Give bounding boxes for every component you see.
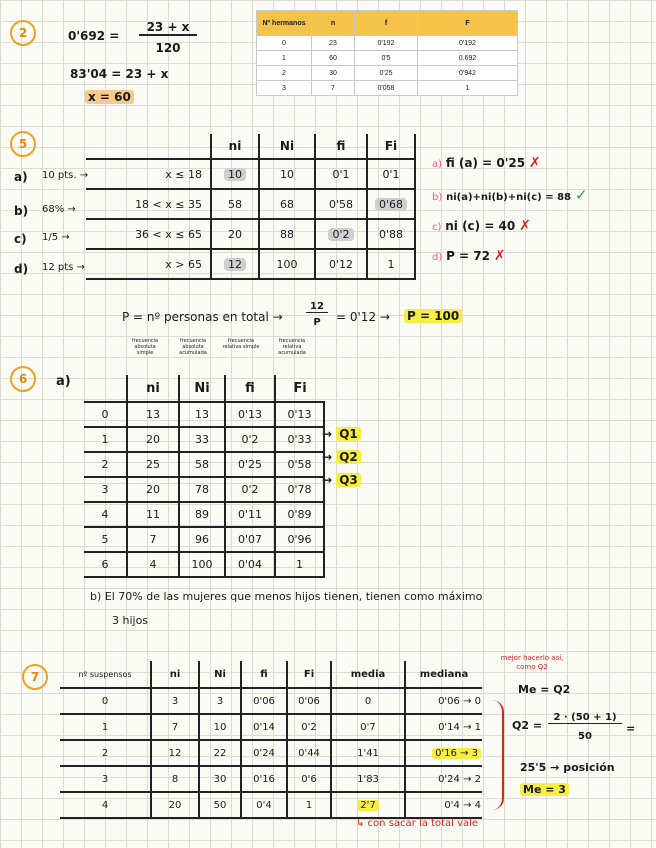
s5-row-label: b) bbox=[14, 204, 29, 218]
t7-cell-text: 0'16 → 3 bbox=[432, 748, 481, 759]
t5-cell-text: 0'68 bbox=[375, 198, 407, 211]
section-2-number: 2 bbox=[10, 20, 36, 46]
t6-cell: 0'89 bbox=[275, 502, 324, 527]
t7-cell-text: 2'7 bbox=[357, 800, 378, 811]
t7-header: fi bbox=[241, 661, 287, 688]
s5-row-note: 10 pts. → bbox=[42, 170, 89, 181]
s7-note-top: mejor hacerlo así, como Q2 bbox=[500, 654, 564, 671]
t6-cell: 58 bbox=[179, 452, 225, 477]
table-row bbox=[60, 688, 482, 714]
t6-header: ni bbox=[127, 375, 179, 402]
t7-cell: 0'7 bbox=[331, 714, 405, 740]
t2-cell: 0'192 bbox=[418, 36, 518, 51]
t6-cell: 1 bbox=[275, 552, 324, 577]
t7-cell: 3 bbox=[151, 688, 199, 714]
t5-cell bbox=[367, 189, 415, 219]
s5-answer-d bbox=[432, 248, 506, 264]
s5-formula-result-text: P = 100 bbox=[404, 309, 462, 323]
t2-cell: 60 bbox=[312, 51, 355, 66]
t5-cell: 1 bbox=[367, 249, 415, 279]
q2-marker: → Q2 bbox=[322, 450, 361, 464]
t6-cell: 100 bbox=[179, 552, 225, 577]
t5-cell-text: 0'2 bbox=[328, 228, 353, 241]
t5-cell: 10 bbox=[259, 159, 315, 189]
t6-cell: 89 bbox=[179, 502, 225, 527]
s5-frac-num: 12 bbox=[306, 301, 328, 313]
t2-header: f bbox=[355, 11, 418, 36]
s7-brace bbox=[492, 700, 504, 810]
t6-cell: 2 bbox=[84, 452, 127, 477]
s6-caption: frecuencia absoluta simple bbox=[131, 338, 159, 356]
s7-me-result-text: Me = 3 bbox=[520, 783, 569, 796]
t5-header: Fi bbox=[367, 134, 415, 159]
table-row bbox=[84, 452, 324, 477]
t5-cell: 68 bbox=[259, 189, 315, 219]
table-row bbox=[257, 66, 518, 81]
t5-cell bbox=[211, 159, 259, 189]
section-5-number: 5 bbox=[10, 131, 36, 157]
t2-cell: 0.692 bbox=[418, 51, 518, 66]
t2-cell: 0 bbox=[257, 36, 312, 51]
t5-cell bbox=[211, 249, 259, 279]
t7-cell: 0'06 bbox=[287, 688, 331, 714]
t6-cell: 0'78 bbox=[275, 477, 324, 502]
t7-header: Ni bbox=[199, 661, 241, 688]
s5-answer-text: fi (a) = 0'25 bbox=[445, 156, 526, 170]
t7-cell: 8 bbox=[151, 766, 199, 792]
t2-cell: 0'5 bbox=[355, 51, 418, 66]
s2-result bbox=[85, 90, 134, 104]
s7-q2-eq: = bbox=[626, 722, 636, 735]
t7-cell bbox=[405, 740, 482, 766]
s5-answer-a bbox=[432, 155, 541, 171]
table-row bbox=[86, 219, 415, 249]
t7-cell: 1'83 bbox=[331, 766, 405, 792]
t6-cell: 0'07 bbox=[225, 527, 275, 552]
t7-cell: 10 bbox=[199, 714, 241, 740]
s5-answer-text: ni(a)+ni(b)+ni(c) = 88 bbox=[446, 192, 571, 203]
t7-header: Fi bbox=[287, 661, 331, 688]
t7-cell: 2 bbox=[60, 740, 151, 766]
t7-cell: 1 bbox=[60, 714, 151, 740]
s6-part-b-line1: b) El 70% de las mujeres que menos hijos tienen, tienen como máximo bbox=[90, 590, 483, 603]
t6-cell: 0'2 bbox=[225, 477, 275, 502]
s5-row-label: d) bbox=[14, 262, 29, 276]
t5-cell bbox=[315, 219, 367, 249]
t6-cell: 0'96 bbox=[275, 527, 324, 552]
t7-cell: 30 bbox=[199, 766, 241, 792]
t6-cell: 5 bbox=[84, 527, 127, 552]
t6-header: fi bbox=[225, 375, 275, 402]
t6-header: Fi bbox=[275, 375, 324, 402]
s5-frequency-table bbox=[86, 134, 416, 280]
table-row bbox=[84, 552, 324, 577]
t7-cell: 12 bbox=[151, 740, 199, 766]
t7-cell: 0'44 bbox=[287, 740, 331, 766]
t2-cell: 2 bbox=[257, 66, 312, 81]
t5-cell: 0'12 bbox=[315, 249, 367, 279]
t2-cell: 0'192 bbox=[355, 36, 418, 51]
t7-cell: 0 bbox=[331, 688, 405, 714]
t2-cell: 23 bbox=[312, 36, 355, 51]
t7-header: ni bbox=[151, 661, 199, 688]
s6-caption: frecuencia relativa simple bbox=[222, 338, 260, 350]
s7-q2-den: 50 bbox=[578, 731, 592, 742]
s7-q2-num: 2 · (50 + 1) bbox=[548, 712, 622, 724]
table-row bbox=[60, 792, 482, 818]
t5-header: fi bbox=[315, 134, 367, 159]
s6-frequency-table bbox=[84, 375, 325, 578]
s5-answer-b bbox=[432, 186, 587, 204]
t5-header: ni bbox=[211, 134, 259, 159]
q1-label: Q1 bbox=[336, 427, 361, 441]
q3-label: Q3 bbox=[336, 473, 361, 487]
s5-answer-label: a) bbox=[432, 159, 443, 170]
s2-eq1-left: 0'692 = bbox=[68, 29, 120, 43]
t7-cell: 50 bbox=[199, 792, 241, 818]
s7-frequency-table bbox=[60, 661, 482, 819]
t2-cell: 0'942 bbox=[418, 66, 518, 81]
s6-part-b-line2: 3 hijos bbox=[112, 614, 149, 627]
t7-cell: 3 bbox=[60, 766, 151, 792]
t2-cell: 30 bbox=[312, 66, 355, 81]
t2-cell: 1 bbox=[257, 51, 312, 66]
s5-row-label: c) bbox=[14, 232, 27, 246]
t7-cell: 0'2 bbox=[287, 714, 331, 740]
section-6-number: 6 bbox=[10, 366, 36, 392]
t6-cell: 0'04 bbox=[225, 552, 275, 577]
check-icon: ✓ bbox=[574, 186, 588, 204]
t6-cell: 33 bbox=[179, 427, 225, 452]
t7-cell: 0'16 bbox=[241, 766, 287, 792]
s2-eq2: 83'04 = 23 + x bbox=[70, 67, 169, 81]
t7-cell: 22 bbox=[199, 740, 241, 766]
t7-cell: 0'4 → 4 bbox=[405, 792, 482, 818]
t6-cell: 0 bbox=[84, 402, 127, 427]
t5-cell: 20 bbox=[211, 219, 259, 249]
s7-me-eq: Me = Q2 bbox=[518, 683, 571, 696]
t2-cell: 0'25 bbox=[355, 66, 418, 81]
t5-interval: x ≤ 18 bbox=[86, 159, 211, 189]
t6-cell: 0'58 bbox=[275, 452, 324, 477]
t6-cell: 78 bbox=[179, 477, 225, 502]
t7-header: nº suspensos bbox=[60, 661, 151, 688]
t6-cell: 3 bbox=[84, 477, 127, 502]
s7-q2-label: Q2 = bbox=[512, 719, 543, 732]
s7-bottom-note: ↳ con sacar la total vale bbox=[356, 818, 479, 829]
cross-icon: ✗ bbox=[528, 155, 541, 171]
t5-interval: 18 < x ≤ 35 bbox=[86, 189, 211, 219]
table-row bbox=[60, 740, 482, 766]
s5-answer-text: P = 72 bbox=[446, 249, 490, 263]
t7-cell: 0'6 bbox=[287, 766, 331, 792]
table-row bbox=[257, 36, 518, 51]
s5-answer-label: c) bbox=[432, 222, 442, 233]
t2-cell: 1 bbox=[418, 81, 518, 96]
t5-cell: 0'88 bbox=[367, 219, 415, 249]
s2-result-text: x = 60 bbox=[85, 90, 134, 104]
s5-answer-label: d) bbox=[432, 252, 443, 263]
t6-cell: 20 bbox=[127, 477, 179, 502]
s5-answer-c bbox=[432, 218, 531, 234]
table-row bbox=[84, 427, 324, 452]
t6-cell: 0'13 bbox=[275, 402, 324, 427]
t5-cell: 0'1 bbox=[315, 159, 367, 189]
s6-caption: frecuencia relativa acumulada bbox=[278, 338, 306, 356]
table-row bbox=[257, 51, 518, 66]
t7-cell: 0 bbox=[60, 688, 151, 714]
t6-cell: 0'11 bbox=[225, 502, 275, 527]
q3-marker: → Q3 bbox=[322, 473, 361, 487]
s5-row-label: a) bbox=[14, 170, 28, 184]
t6-cell: 96 bbox=[179, 527, 225, 552]
t5-cell: 100 bbox=[259, 249, 315, 279]
t5-cell-text: 12 bbox=[224, 258, 246, 271]
table-row bbox=[86, 159, 415, 189]
t5-cell: 88 bbox=[259, 219, 315, 249]
t7-cell: 1 bbox=[287, 792, 331, 818]
s5-row-note: 1/5 → bbox=[42, 232, 70, 243]
t6-cell: 25 bbox=[127, 452, 179, 477]
t6-cell: 0'33 bbox=[275, 427, 324, 452]
t2-cell: 7 bbox=[312, 81, 355, 96]
t6-cell: 1 bbox=[84, 427, 127, 452]
table-row bbox=[86, 189, 415, 219]
table-row bbox=[84, 402, 324, 427]
t5-cell-text: 10 bbox=[224, 168, 246, 181]
s2-eq1-numerator: 23 + x bbox=[139, 20, 197, 36]
s5-row-note: 68% → bbox=[42, 204, 76, 215]
t6-cell: 11 bbox=[127, 502, 179, 527]
t2-cell: 3 bbox=[257, 81, 312, 96]
table-row bbox=[84, 527, 324, 552]
t7-header: mediana bbox=[405, 661, 482, 688]
t6-cell: 0'25 bbox=[225, 452, 275, 477]
t7-cell: 0'06 → 0 bbox=[405, 688, 482, 714]
t7-cell: 3 bbox=[199, 688, 241, 714]
t6-cell: 4 bbox=[127, 552, 179, 577]
t5-cell: 58 bbox=[211, 189, 259, 219]
s5-answer-label: b) bbox=[432, 192, 443, 203]
s5-formula-result bbox=[404, 309, 462, 323]
t5-cell: 0'1 bbox=[367, 159, 415, 189]
s5-formula-text: P = nº personas en total → bbox=[122, 310, 283, 324]
t7-cell: 0'06 bbox=[241, 688, 287, 714]
t2-cell: 0'058 bbox=[355, 81, 418, 96]
t2-header: n bbox=[312, 11, 355, 36]
t2-header: F bbox=[418, 11, 518, 36]
t7-cell: 0'4 bbox=[241, 792, 287, 818]
t6-cell: 13 bbox=[127, 402, 179, 427]
t7-cell: 0'24 → 2 bbox=[405, 766, 482, 792]
s5-answer-text: ni (c) = 40 bbox=[445, 219, 516, 233]
s2-eq1-denominator: 120 bbox=[155, 41, 181, 55]
table-row bbox=[257, 81, 518, 96]
t2-header: Nº hermanos bbox=[257, 11, 312, 36]
table-row bbox=[86, 249, 415, 279]
table-row bbox=[84, 502, 324, 527]
s5-formula-value: = 0'12 → bbox=[336, 310, 390, 324]
t7-header: media bbox=[331, 661, 405, 688]
s6-caption: frecuencia absoluta acumulada bbox=[179, 338, 207, 356]
t6-cell: 0'2 bbox=[225, 427, 275, 452]
t7-cell: 1'41 bbox=[331, 740, 405, 766]
t5-header: Ni bbox=[259, 134, 315, 159]
s2-frequency-table bbox=[256, 10, 518, 96]
q2-label: Q2 bbox=[336, 450, 361, 464]
t6-cell: 6 bbox=[84, 552, 127, 577]
t7-cell: 20 bbox=[151, 792, 199, 818]
t7-cell: 0'14 → 1 bbox=[405, 714, 482, 740]
s5-frac-den: P bbox=[313, 317, 321, 328]
t5-interval: 36 < x ≤ 65 bbox=[86, 219, 211, 249]
section-7-number: 7 bbox=[22, 664, 48, 690]
t7-cell: 0'14 bbox=[241, 714, 287, 740]
table-row bbox=[60, 714, 482, 740]
t7-cell bbox=[331, 792, 405, 818]
t6-cell: 13 bbox=[179, 402, 225, 427]
t6-cell: 7 bbox=[127, 527, 179, 552]
s7-me-result bbox=[520, 783, 569, 796]
t7-cell: 0'24 bbox=[241, 740, 287, 766]
s5-row-note: 12 pts → bbox=[42, 262, 85, 273]
table-row bbox=[60, 766, 482, 792]
t6-cell: 20 bbox=[127, 427, 179, 452]
t6-header: Ni bbox=[179, 375, 225, 402]
cross-icon: ✗ bbox=[493, 248, 506, 264]
s6-part-a: a) bbox=[56, 374, 71, 389]
table-row bbox=[84, 477, 324, 502]
t5-cell: 0'58 bbox=[315, 189, 367, 219]
t6-cell: 4 bbox=[84, 502, 127, 527]
s7-position: 25'5 → posición bbox=[520, 761, 615, 774]
t6-cell: 0'13 bbox=[225, 402, 275, 427]
t7-cell: 4 bbox=[60, 792, 151, 818]
t7-cell: 7 bbox=[151, 714, 199, 740]
q1-marker: → Q1 bbox=[322, 427, 361, 441]
t5-interval: x > 65 bbox=[86, 249, 211, 279]
cross-icon: ✗ bbox=[519, 218, 531, 234]
